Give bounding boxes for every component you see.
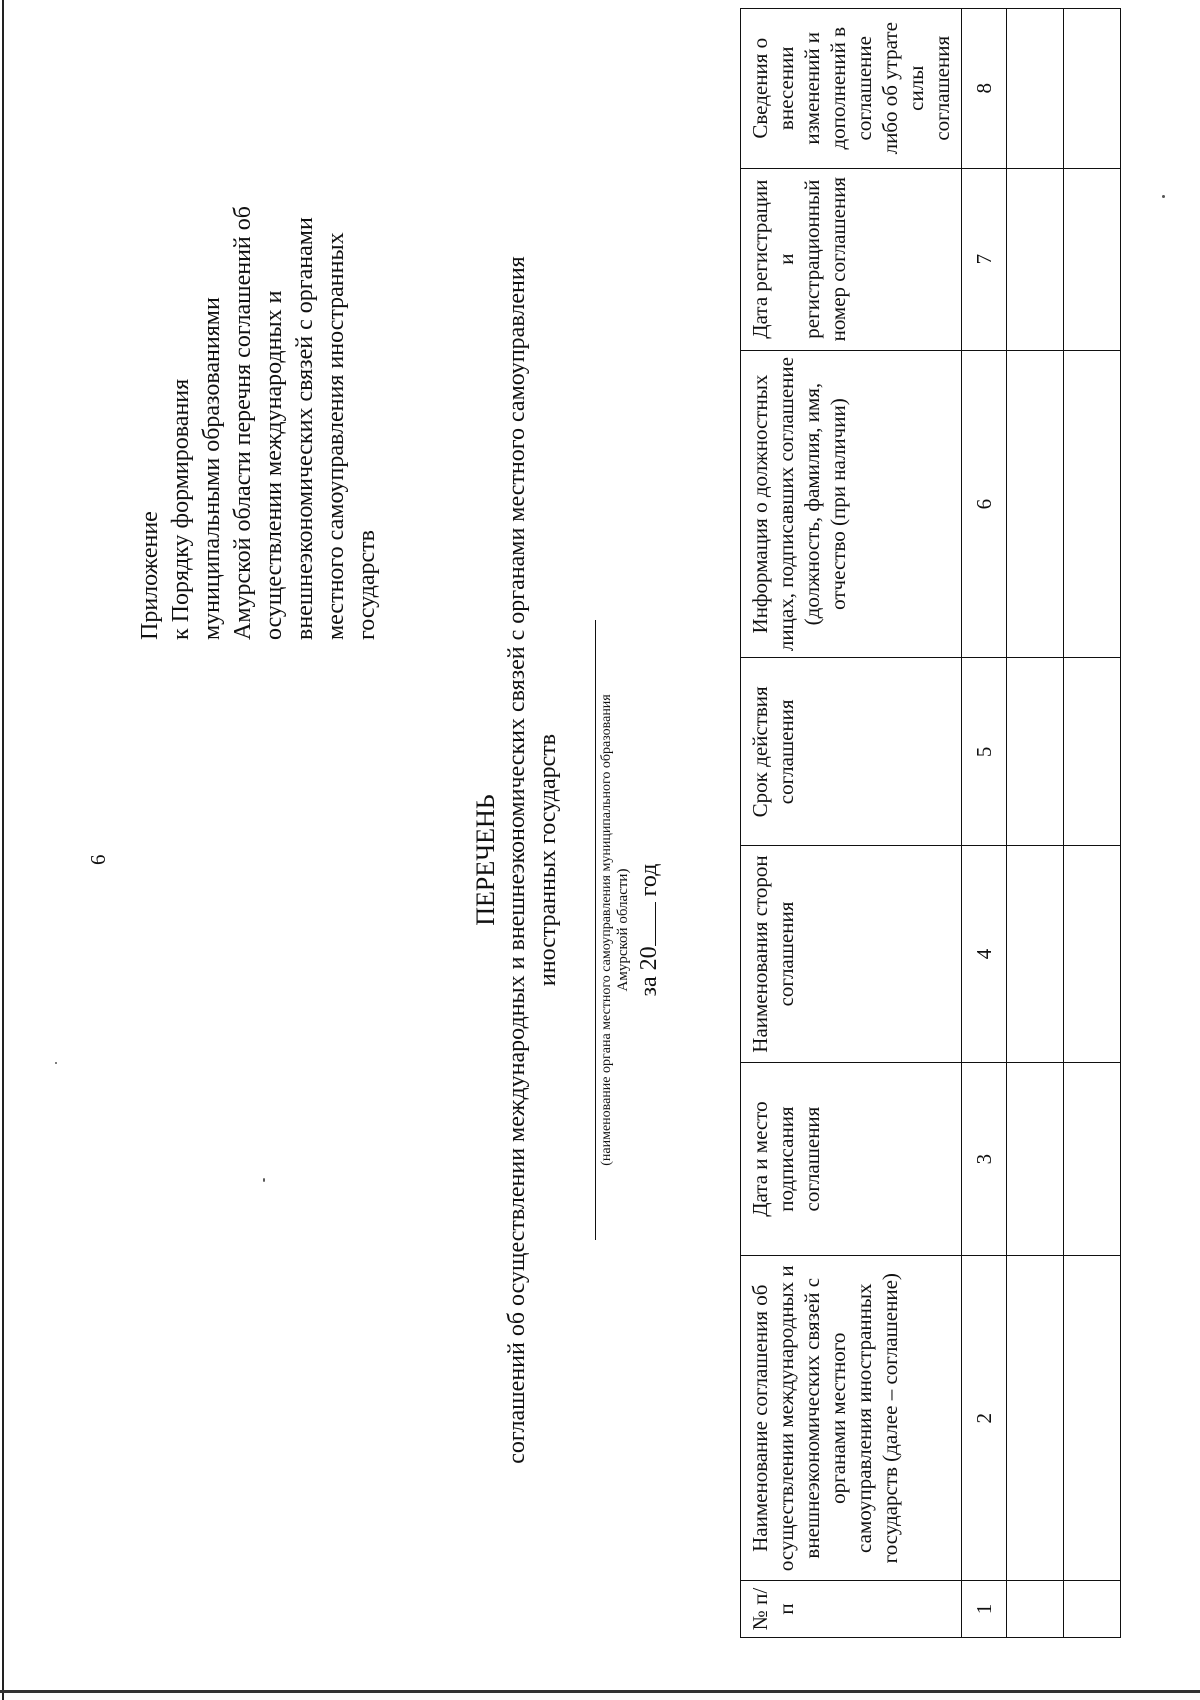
org-block <box>595 620 663 1240</box>
appendix-line: внешнеэкономических связей с органами <box>292 217 318 640</box>
org-region-note: Амурской области) <box>615 868 631 992</box>
table-cell <box>1007 9 1064 169</box>
org-name-note: (наименование органа местного самоуправления муниципального образования <box>599 694 614 1166</box>
org-name-line <box>595 620 596 1240</box>
table-cell <box>1007 168 1064 350</box>
table-header-row <box>741 9 962 1638</box>
column-number-cell: 6 <box>962 350 1007 658</box>
period-suffix: год <box>636 863 662 897</box>
table-cell <box>1007 658 1064 846</box>
table-cell <box>1007 1256 1064 1581</box>
column-number-cell: 8 <box>962 9 1007 169</box>
table-header-cell: Наименования сторон соглашения <box>741 846 962 1062</box>
column-number-cell: 7 <box>962 168 1007 350</box>
document-title: ПЕРЕЧЕНЬ <box>471 794 500 926</box>
column-number-cell: 3 <box>962 1062 1007 1256</box>
table-header-cell: Сведения о внесении изменений и дополнений в соглашение либо об утрате силы соглашения <box>741 9 962 169</box>
table-cell <box>1007 846 1064 1062</box>
appendix-line: осуществлении международных и <box>261 290 287 640</box>
column-number-cell: 4 <box>962 846 1007 1062</box>
table-row <box>1064 9 1121 1638</box>
document-subtitle: соглашений об осуществлении международных и внешнеэкономических связей с органами местного самоуправления <box>504 256 530 1464</box>
table-cell <box>1007 1581 1064 1638</box>
period-prefix: за 20 <box>636 946 662 997</box>
document-subtitle: иностранных государств <box>535 733 561 987</box>
column-number-cell: 1 <box>962 1581 1007 1638</box>
period-year-blank <box>637 902 656 946</box>
reporting-period <box>635 620 663 1240</box>
column-number-cell: 5 <box>962 658 1007 846</box>
table-header-cell: № п/п <box>741 1581 962 1638</box>
table-cell <box>1007 1062 1064 1256</box>
page-number: 6 <box>86 854 110 865</box>
appendix-block <box>135 20 383 640</box>
table-header-cell: Информация о должностных лицах, подписавших соглашение (должность, фамилия, имя, отчество (при наличии) <box>741 350 962 658</box>
agreements-table <box>740 8 1121 1638</box>
table-cell <box>1064 1581 1121 1638</box>
appendix-line: Приложение <box>137 511 163 640</box>
column-number-cell: 2 <box>962 1256 1007 1581</box>
table-cell <box>1064 1256 1121 1581</box>
appendix-line: к Порядку формирования <box>168 378 194 640</box>
table-header-cell: Дата регистрации и регистрационный номер соглашения <box>741 168 962 350</box>
table-header-cell: Срок действия соглашения <box>741 658 962 846</box>
table-column-number-row <box>962 9 1007 1638</box>
table-cell <box>1064 9 1121 169</box>
table-cell <box>1064 168 1121 350</box>
appendix-line: муниципальными образованиями <box>199 297 225 640</box>
appendix-line: Амурской области перечня соглашений об <box>230 206 256 640</box>
table-header-cell: Наименование соглашения об осуществлении международных и внешнеэкономических связей с органами местного самоуправления иностранных государств (далее – соглашение) <box>741 1256 962 1581</box>
table-cell <box>1064 846 1121 1062</box>
appendix-line: государств <box>354 529 380 640</box>
appendix-line: местного самоуправления иностранных <box>323 232 349 640</box>
table-cell <box>1064 658 1121 846</box>
table-cell <box>1064 1062 1121 1256</box>
table-cell <box>1064 350 1121 658</box>
table-header-cell: Дата и место подписания соглашения <box>741 1062 962 1256</box>
table-cell <box>1007 350 1064 658</box>
title-block <box>470 100 564 1620</box>
table-row <box>1007 9 1064 1638</box>
